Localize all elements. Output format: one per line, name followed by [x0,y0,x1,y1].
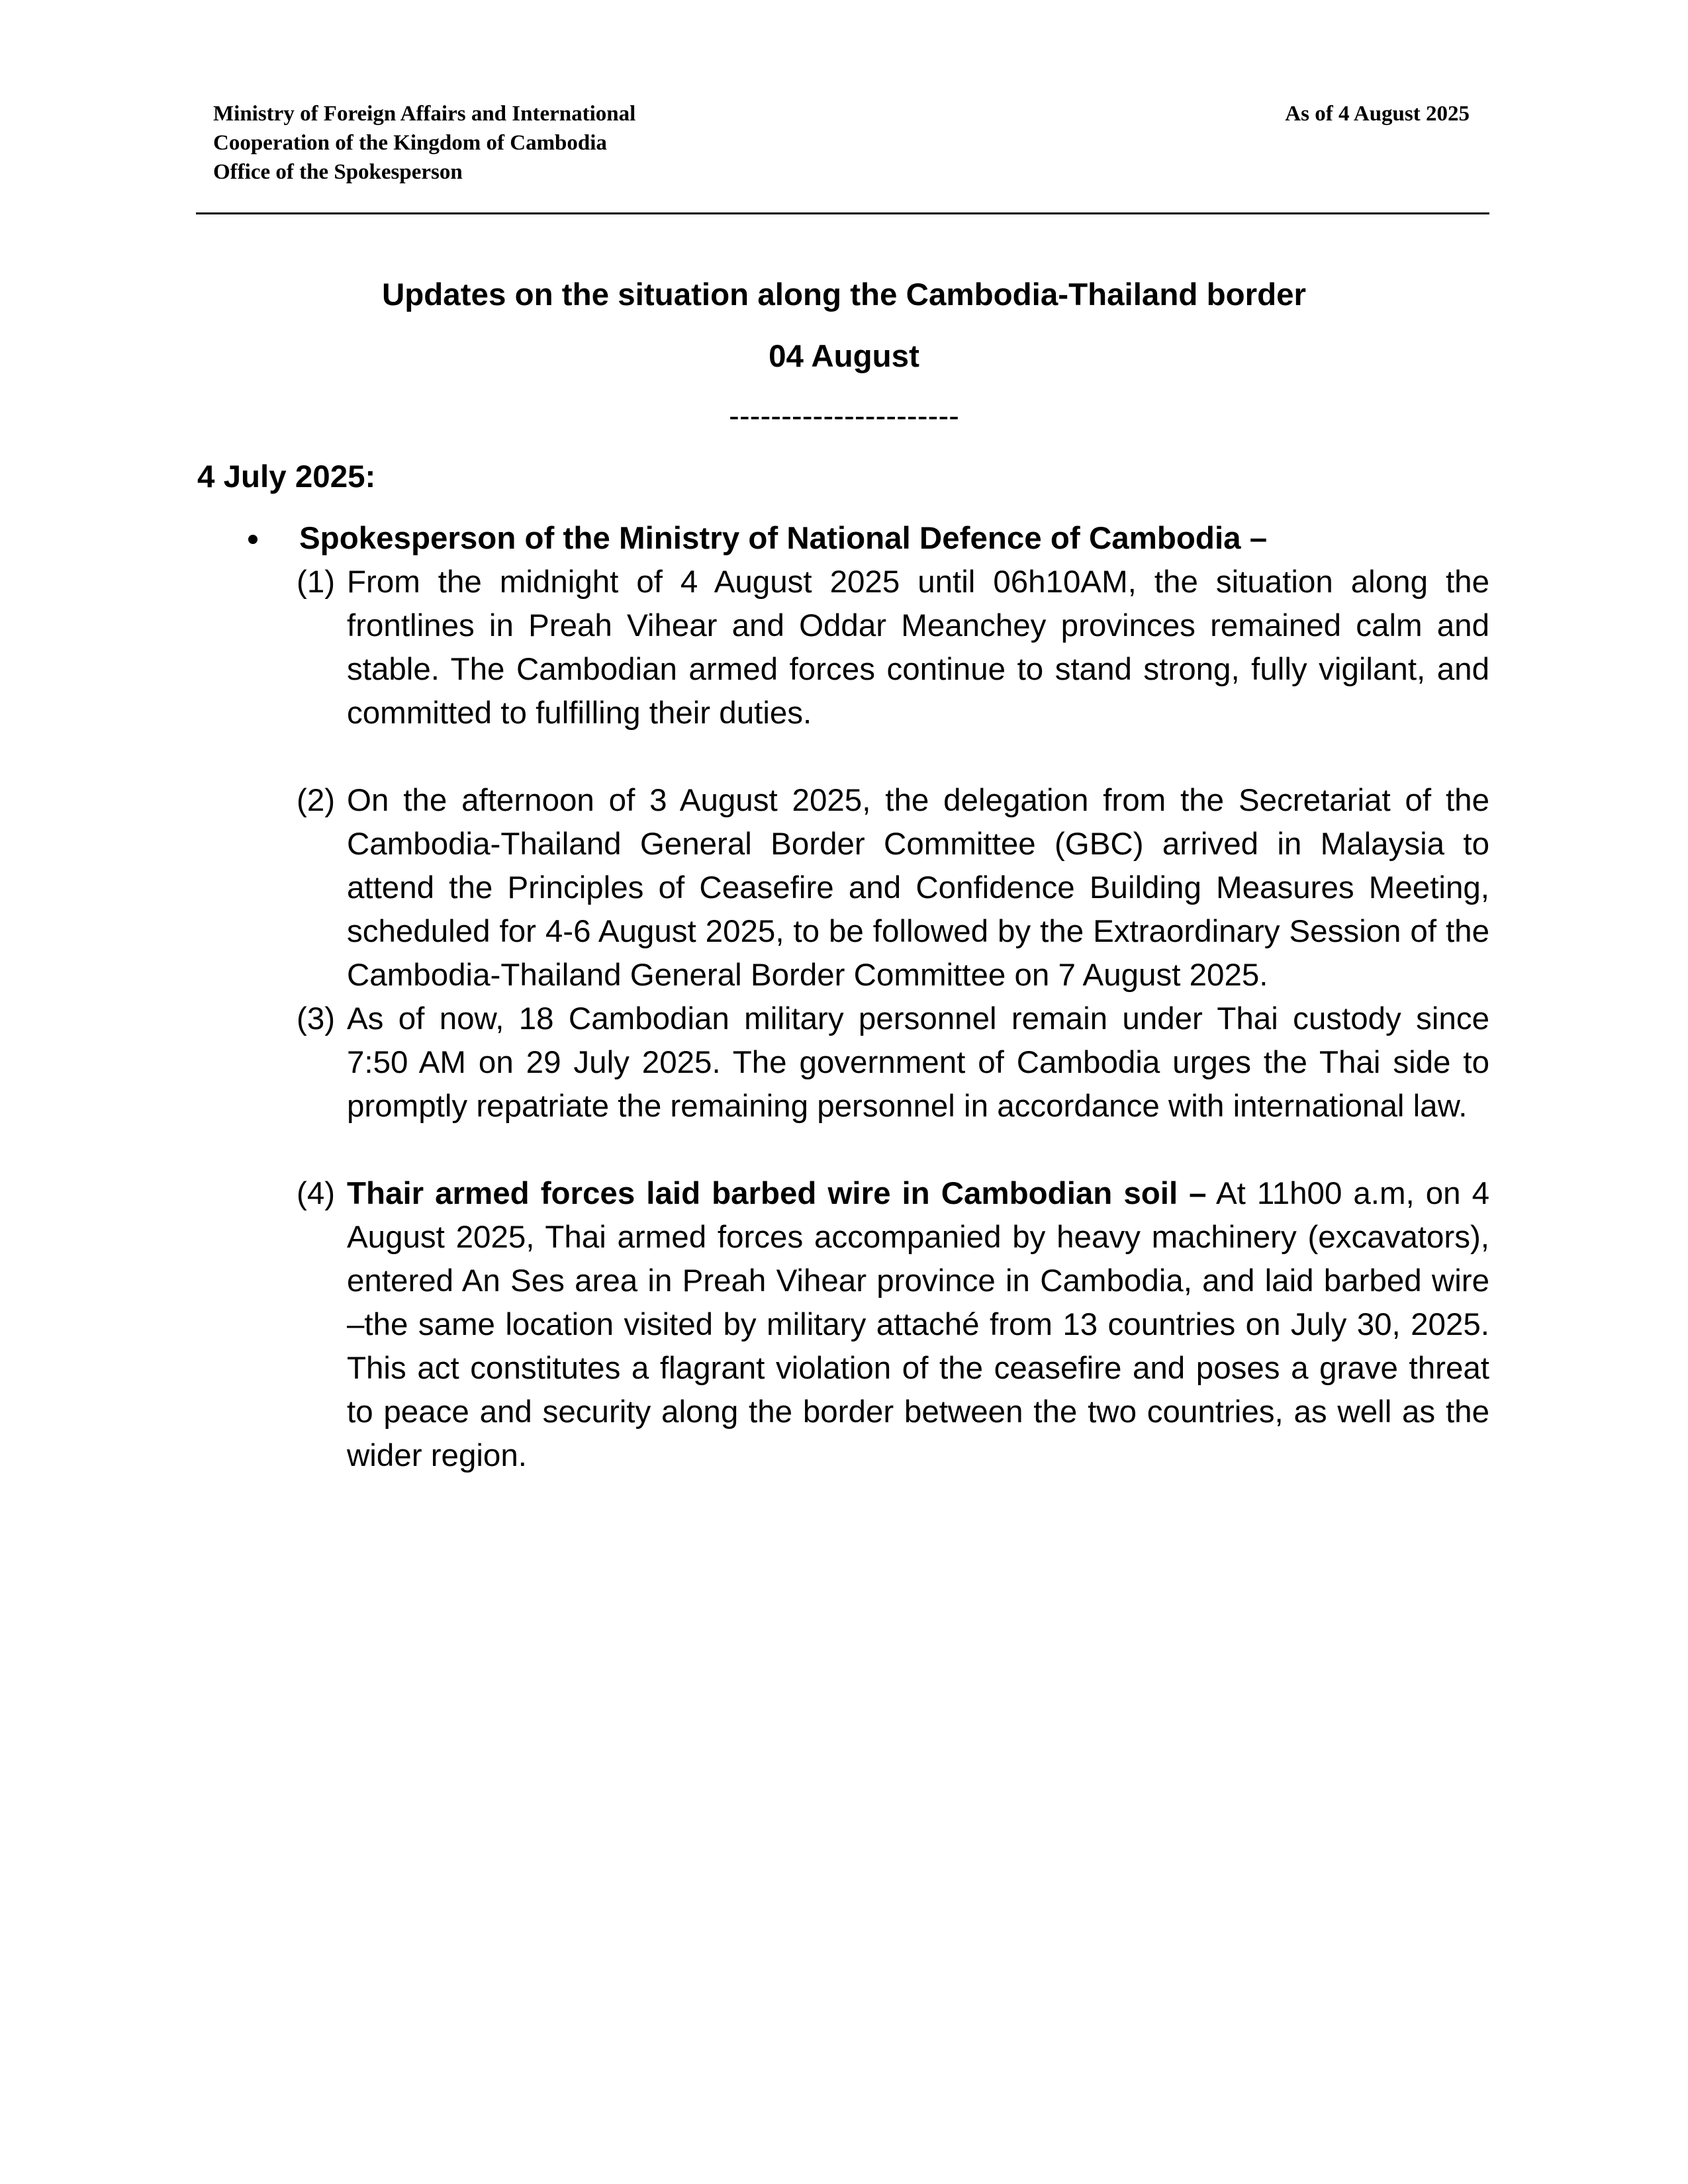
org-line-1: Ministry of Foreign Affairs and International [213,102,636,126]
document-title: Updates on the situation along the Cambodia-Thailand border [381,277,1307,312]
bullet-icon [248,535,258,544]
bullet-heading: Spokesperson of the Ministry of National Defence of Cambodia – [299,521,1268,556]
issuing-office [213,99,941,187]
item-lead-text: Thair armed forces laid barbed wire in Cambodian soil – [347,1176,1207,1211]
item-text [347,779,1489,997]
org-line-2: Cooperation of the Kingdom of Cambodia [213,131,607,155]
item-number: (3) [297,1001,336,1036]
item-number: (2) [297,783,336,818]
item-number: (1) [297,565,336,600]
item-text [347,1172,1489,1478]
as-of-date: As of 4 August 2025 [1285,102,1470,126]
section-date-heading: 4 July 2025: [197,459,376,494]
header-divider [196,212,1489,214]
document-subtitle: 04 August [769,339,919,374]
item-body-text: From the midnight of 4 August 2025 until 06h10AM, the situation along the frontlines in Preah Vihear and Oddar Meanchey provinces remained calm and stable. The Cambodian armed forces continue to stand strong, fully vigilant, and committed to fulfilling their duties. [347,565,1489,731]
item-body-text: As of now, 18 Cambodian military personnel remain under Thai custody since 7:50 AM on 29 July 2025. The government of Cambodia urges the Thai side to promptly repatriate the remaining personnel in accordance with international law. [347,1001,1489,1124]
item-number: (4) [297,1176,336,1211]
item-body-text: On the afternoon of 3 August 2025, the delegation from the Secretariat of the Cambodia-Thailand General Border Committee (GBC) arrived in Malaysia to attend the Principles of Ceasefire and Confidence Building Measures Meeting, scheduled for 4-6 August 2025, to be followed by the Extraordinary Session of the Cambodia-Thailand General Border Committee on 7 August 2025. [347,783,1489,993]
title-separator: ---------------------- [729,398,959,433]
item-body-text: At 11h00 a.m, on 4 August 2025, Thai armed forces accompanied by heavy machinery (excavators), entered An Ses area in Preah Vihear province in Cambodia, and laid barbed wire –the same location visited by military attaché from 13 countries on July 30, 2025. This act constitutes a flagrant violation of the ceasefire and poses a grave threat to peace and security along the border between the two countries, as well as the wider region. [347,1176,1489,1473]
item-text [347,997,1489,1128]
item-text [347,561,1489,735]
org-line-3: Office of the Spokesperson [213,160,463,184]
